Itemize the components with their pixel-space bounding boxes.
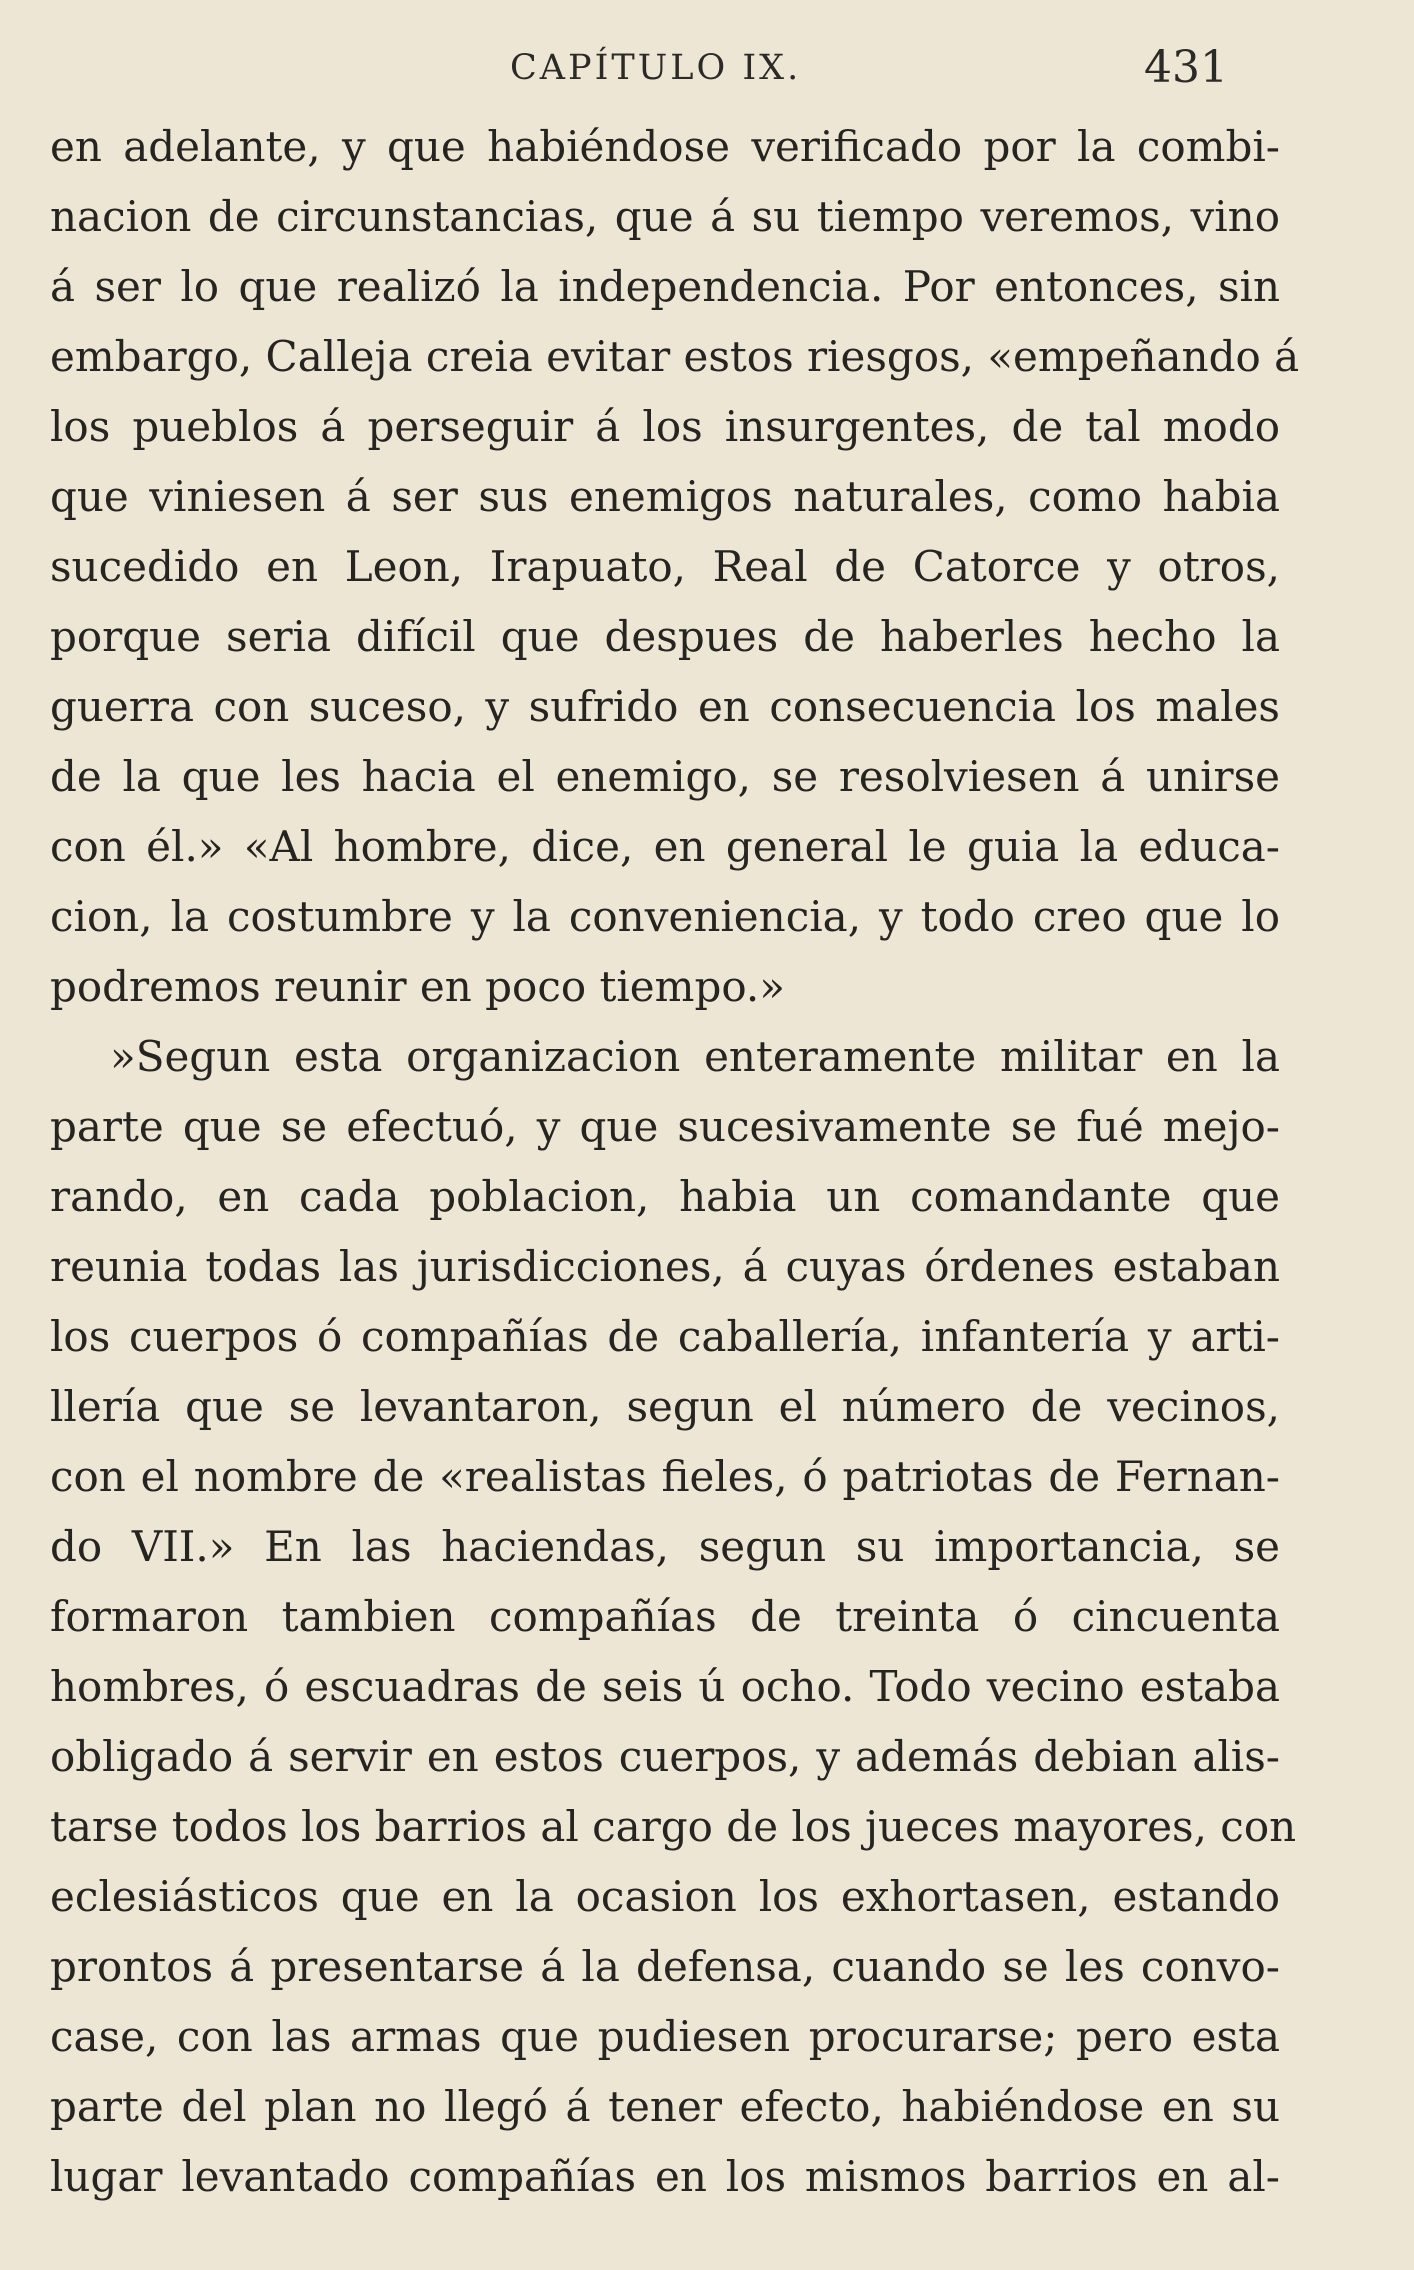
text-line: de la que les hacia el enemigo, se resolviesen á unirse: [50, 752, 1280, 801]
text-line: formaron tambien compañías de treinta ó cincuenta: [50, 1592, 1280, 1641]
text-line: cion, la costumbre y la conveniencia, y todo creo que lo: [50, 892, 1280, 941]
text-line: porque seria difícil que despues de haberles hecho la: [50, 612, 1280, 661]
text-line: á ser lo que realizó la independencia. Por entonces, sin: [50, 262, 1280, 311]
text-line: lugar levantado compañías en los mismos barrios en al-: [50, 2152, 1280, 2201]
text-line: tarse todos los barrios al cargo de los jueces mayores, con: [50, 1802, 1297, 1851]
text-line: con el nombre de «realistas fieles, ó patriotas de Fernan-: [50, 1452, 1280, 1501]
text-line: »Segun esta organizacion enteramente militar en la: [110, 1032, 1280, 1081]
text-line: nacion de circunstancias, que á su tiempo veremos, vino: [50, 192, 1280, 241]
text-line: reunia todas las jurisdicciones, á cuyas órdenes estaban: [50, 1242, 1280, 1291]
text-line: los pueblos á perseguir á los insurgentes, de tal modo: [50, 402, 1280, 451]
text-line: con él.» «Al hombre, dice, en general le guia la educa-: [50, 822, 1280, 871]
text-line: embargo, Calleja creia evitar estos riesgos, «empeñando á: [50, 332, 1300, 381]
text-line: guerra con suceso, y sufrido en consecuencia los males: [50, 682, 1280, 731]
text-line: case, con las armas que pudiesen procurarse; pero esta: [50, 2012, 1280, 2061]
page-number: 431: [1144, 42, 1228, 93]
text-line: llería que se levantaron, segun el número de vecinos,: [50, 1382, 1280, 1431]
text-line: podremos reunir en poco tiempo.»: [50, 962, 785, 1011]
text-line: obligado á servir en estos cuerpos, y además debian alis-: [50, 1732, 1280, 1781]
text-line: prontos á presentarse á la defensa, cuando se les convo-: [50, 1942, 1280, 1991]
text-line: hombres, ó escuadras de seis ú ocho. Todo vecino estaba: [50, 1662, 1280, 1711]
text-line: parte del plan no llegó á tener efecto, habiéndose en su: [50, 2082, 1280, 2131]
text-line: rando, en cada poblacion, habia un comandante que: [50, 1172, 1280, 1221]
body-text: [50, 112, 1300, 2212]
text-line: los cuerpos ó compañías de caballería, infantería y arti-: [50, 1312, 1280, 1361]
text-line: en adelante, y que habiéndose verificado por la combi-: [50, 122, 1280, 171]
text-line: eclesiásticos que en la ocasion los exhortasen, estando: [50, 1872, 1280, 1921]
text-line: sucedido en Leon, Irapuato, Real de Catorce y otros,: [50, 542, 1280, 591]
text-line: que viniesen á ser sus enemigos naturales, como habia: [50, 472, 1280, 521]
text-line: parte que se efectuó, y que sucesivamente se fué mejo-: [50, 1102, 1280, 1151]
text-line: do VII.» En las haciendas, segun su importancia, se: [50, 1522, 1280, 1571]
running-head: CAPÍTULO IX.: [510, 48, 802, 88]
